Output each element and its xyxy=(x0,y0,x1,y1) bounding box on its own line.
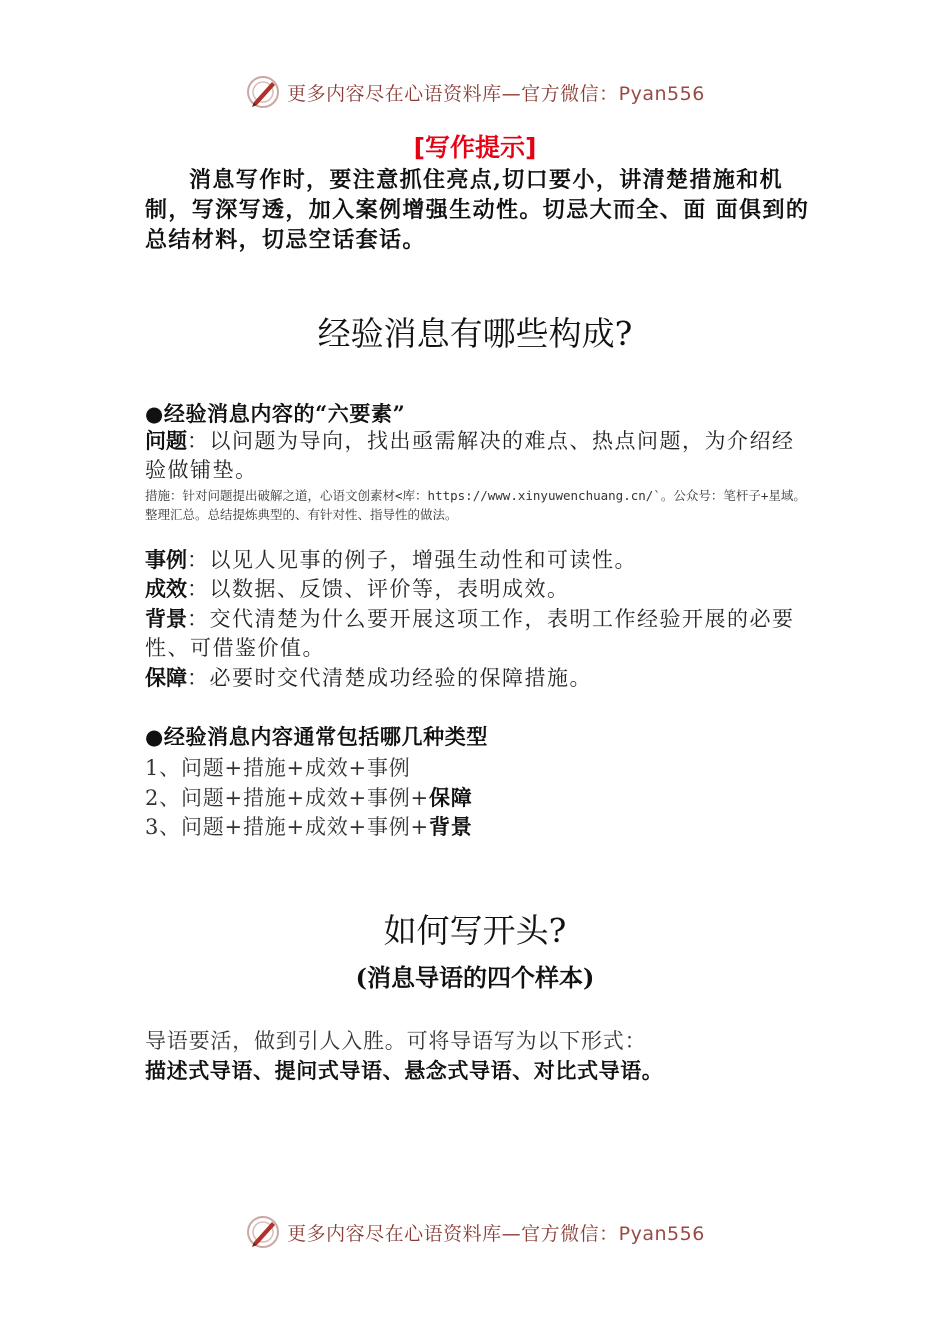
wechat-handle: Pyan556 xyxy=(618,1222,705,1245)
element-result xyxy=(145,574,810,604)
element-text: ：针对问题提出破解之道，心语文创素材<库：https://www.xinyuwenchuang.cn/`。公众号：笔杆子+星域。整理汇总。总结提炼典型的、有针对性、指导性的做法。 xyxy=(145,488,806,522)
element-example xyxy=(145,545,810,575)
element-label: 成效 xyxy=(145,576,187,601)
element-text: ：以见人见事的例子，增强生动性和可读性。 xyxy=(187,548,637,572)
element-text: ：必要时交代清楚成功经验的保障措施。 xyxy=(187,666,592,690)
section-heading-composition: 经验消息有哪些构成? xyxy=(317,314,633,353)
bullet-six-elements: ●经验消息内容的“六要素” xyxy=(145,401,406,426)
pen-logo-icon xyxy=(245,74,281,110)
element-label: 保障 xyxy=(145,665,187,690)
element-text: ：以问题为导向，找出亟需解决的难点、热点问题，为介绍经验做铺垫。 xyxy=(145,429,795,482)
element-problem xyxy=(145,426,810,485)
wechat-handle: Pyan556 xyxy=(618,82,705,105)
element-label: 问题 xyxy=(145,428,187,453)
header-watermark xyxy=(0,70,950,114)
type-item-3: 3、问题+措施+成效+事例+背景 xyxy=(145,814,473,839)
section-heading-opening: 如何写开头? xyxy=(383,911,567,950)
element-label: 背景 xyxy=(145,606,187,631)
element-text: ：以数据、反馈、评价等，表明成效。 xyxy=(187,577,570,601)
element-measures xyxy=(145,486,815,524)
lead-intro-text: 导语要活，做到引人入胜。可将导语写为以下形式： xyxy=(145,1029,647,1053)
footer-watermark xyxy=(0,1210,950,1254)
pen-logo-icon xyxy=(245,1214,281,1250)
element-label: 事例 xyxy=(145,547,187,572)
section-subheading: (消息导语的四个样本) xyxy=(355,963,595,992)
type-item-2: 2、问题+措施+成效+事例+保障 xyxy=(145,785,473,810)
element-text: ：交代清楚为什么要开展这项工作，表明工作经验开展的必要性、可借鉴价值。 xyxy=(145,607,795,660)
tip-title: [写作提示] xyxy=(413,133,537,162)
tip-body: 消息写作时，要注意抓住亮点,切口要小，讲清楚措施和机制，写深写透，加入案例增强生动性。切忌大而全、面 面俱到的总结材料，切忌空话套话。 xyxy=(145,167,810,253)
type-item-1: 1、问题+措施+成效+事例 xyxy=(145,756,411,780)
element-background xyxy=(145,604,810,663)
element-label: 措施 xyxy=(145,488,171,503)
watermark-text: 更多内容尽在心语资料库—官方微信：Pyan556 xyxy=(287,82,705,105)
lead-forms-text: 描述式导语、提问式导语、悬念式导语、对比式导语。 xyxy=(145,1058,664,1083)
element-guarantee xyxy=(145,663,810,693)
watermark-text: 更多内容尽在心语资料库—官方微信：Pyan556 xyxy=(287,1222,705,1245)
bullet-content-types: ●经验消息内容通常包括哪几种类型 xyxy=(145,724,488,749)
